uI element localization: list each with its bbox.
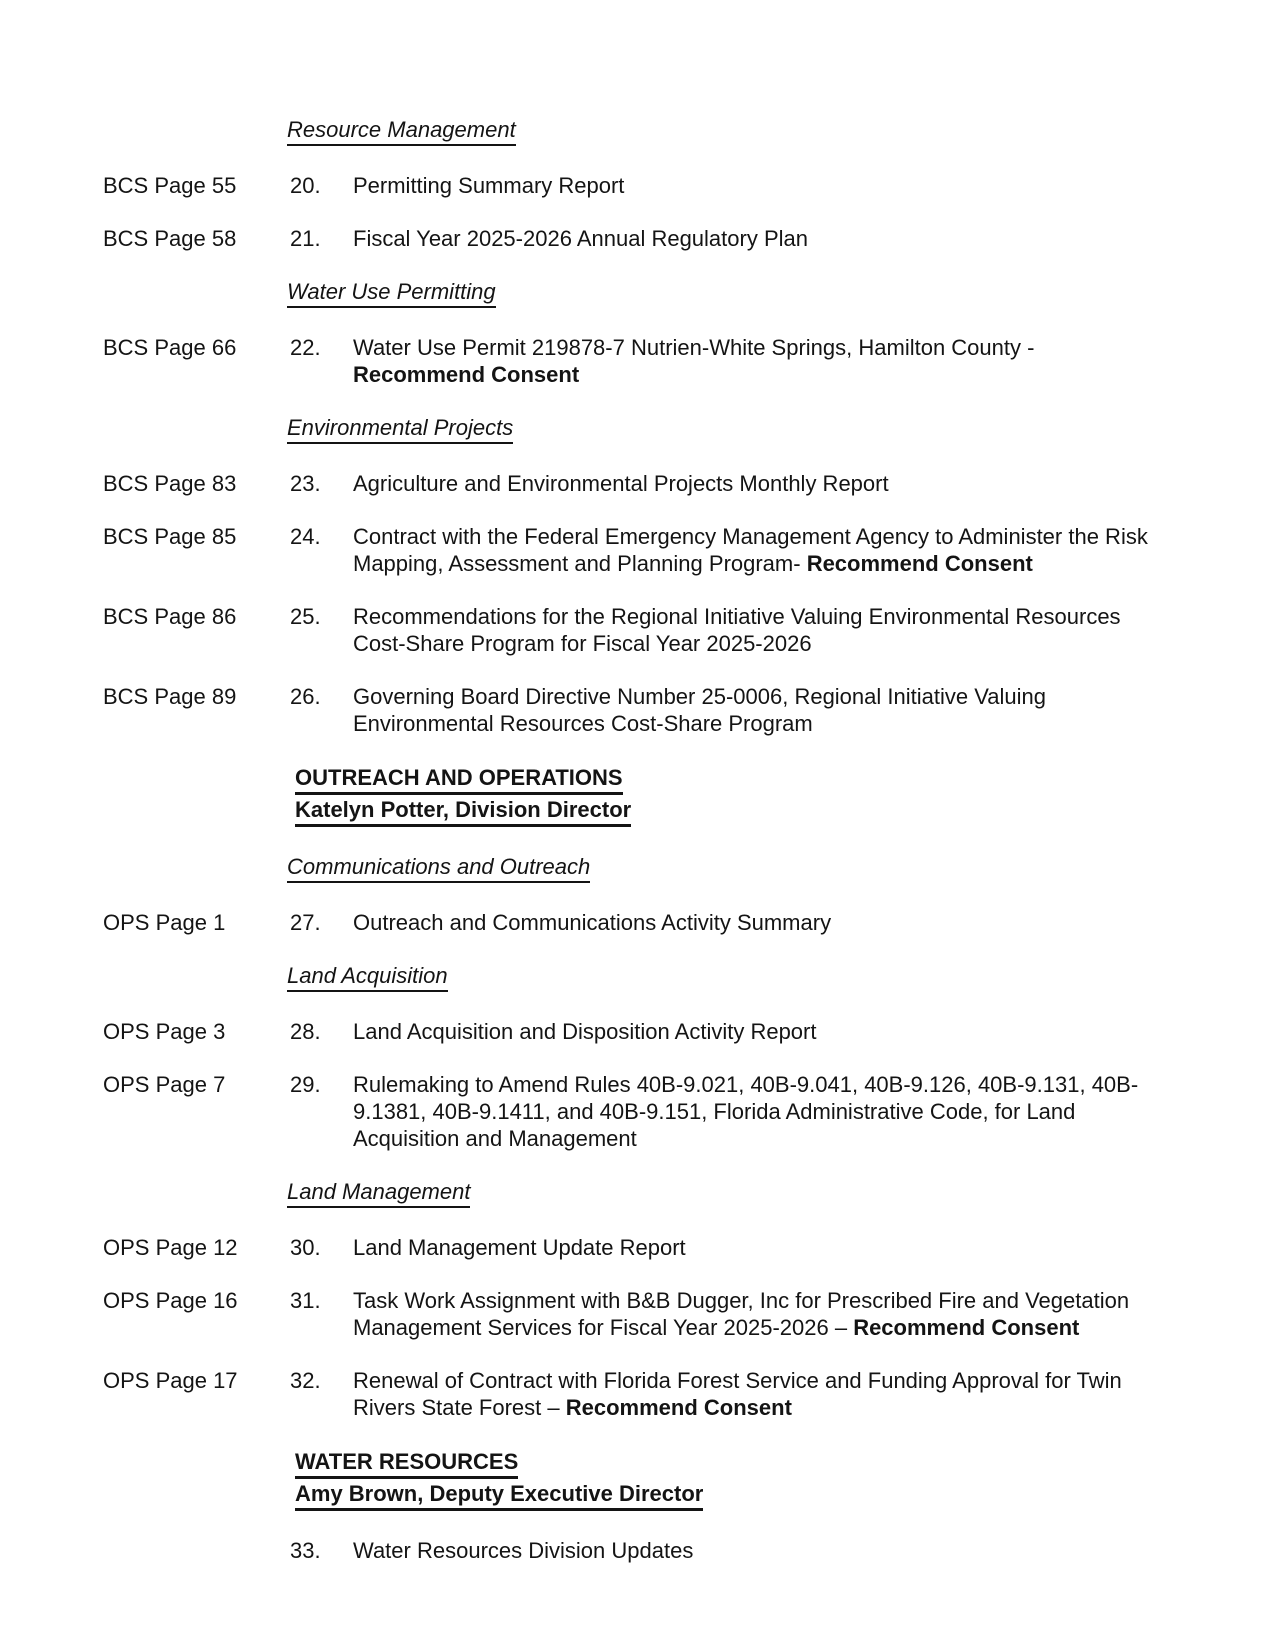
item-text-segment: Recommendations for the Regional Initiative Valuing Environmental Resources <box>353 604 1121 629</box>
section-subheading-text: Communications and Outreach <box>287 853 590 883</box>
item-text-line <box>353 1367 1175 1394</box>
item-text-segment: Recommend Consent <box>853 1315 1080 1340</box>
item-number: 30. <box>290 1235 321 1260</box>
agenda-item <box>103 470 1175 497</box>
agenda-item <box>103 603 1175 657</box>
page-ref <box>103 1537 290 1564</box>
item-text-line <box>353 683 1175 710</box>
item-text-segment: Permitting Summary Report <box>353 173 625 198</box>
item-text-line <box>353 1314 1175 1341</box>
item-number: 33. <box>290 1538 321 1563</box>
item-number: 22. <box>290 335 321 360</box>
item-text-line <box>353 361 1175 388</box>
item-number: 26. <box>290 684 321 709</box>
item-text <box>353 225 1175 252</box>
page-ref: BCS Page 83 <box>103 471 237 496</box>
division-header-text: Amy Brown, Deputy Executive Director <box>295 1479 703 1511</box>
agenda-item <box>103 225 1175 252</box>
page-ref: OPS Page 3 <box>103 1019 226 1044</box>
item-text-segment: Fiscal Year 2025-2026 Annual Regulatory Plan <box>353 226 808 251</box>
item-text-segment: Land Management Update Report <box>353 1235 686 1260</box>
item-text <box>353 603 1175 657</box>
item-text-line <box>353 1394 1175 1421</box>
page-ref: OPS Page 16 <box>103 1288 238 1313</box>
page-ref: BCS Page 66 <box>103 335 237 360</box>
section-subheading <box>287 853 1175 883</box>
agenda-item <box>103 1234 1175 1261</box>
item-text-segment: Outreach and Communications Activity Summary <box>353 910 832 935</box>
page-ref: BCS Page 86 <box>103 604 237 629</box>
item-text <box>353 1287 1175 1341</box>
section-subheading-text: Resource Management <box>287 116 516 146</box>
agenda-item <box>103 1071 1175 1152</box>
item-text <box>353 172 1175 199</box>
section-subheading <box>287 414 1175 444</box>
item-text <box>353 1537 1175 1564</box>
item-text-segment: Cost-Share Program for Fiscal Year 2025-2026 <box>353 631 812 656</box>
agenda-item <box>103 1367 1175 1421</box>
item-text-segment: Rulemaking to Amend Rules 40B-9.021, 40B-9.041, 40B-9.126, 40B-9.131, 40B- <box>353 1072 1139 1097</box>
item-text-segment: Renewal of Contract with Florida Forest Service and Funding Approval for Twin <box>353 1368 1122 1393</box>
item-text <box>353 523 1175 577</box>
item-text-line <box>353 1537 1175 1564</box>
item-text <box>353 909 1175 936</box>
item-text-line <box>353 1287 1175 1314</box>
item-text <box>353 1018 1175 1045</box>
item-text-line <box>353 225 1175 252</box>
item-text-segment: Water Use Permit 219878-7 Nutrien-White Springs, Hamilton County - <box>353 335 1035 360</box>
division-header-text: WATER RESOURCES <box>295 1447 518 1479</box>
division-header-line <box>295 1447 1175 1479</box>
item-text-line <box>353 1234 1175 1261</box>
item-number: 27. <box>290 910 321 935</box>
page-ref: BCS Page 89 <box>103 684 237 709</box>
item-text-segment: Management Services for Fiscal Year 2025-2026 – <box>353 1315 854 1340</box>
item-text-line <box>353 172 1175 199</box>
item-text-segment: Task Work Assignment with B&B Dugger, Inc for Prescribed Fire and Vegetation <box>353 1288 1130 1313</box>
item-number: 32. <box>290 1368 321 1393</box>
item-text-segment: Recommend Consent <box>806 551 1033 576</box>
agenda-item <box>103 172 1175 199</box>
division-header-text: OUTREACH AND OPERATIONS <box>295 763 623 795</box>
agenda-item <box>103 523 1175 577</box>
item-text-line <box>353 334 1175 361</box>
item-text-line <box>353 1125 1175 1152</box>
item-text-line <box>353 550 1175 577</box>
item-number: 31. <box>290 1288 321 1313</box>
agenda-item <box>103 1537 1175 1564</box>
section-subheading <box>287 116 1175 146</box>
item-text-segment: Contract with the Federal Emergency Management Agency to Administer the Risk <box>353 524 1148 549</box>
division-header-line <box>295 763 1175 795</box>
division-header-line <box>295 1479 1175 1511</box>
section-subheading-text: Land Management <box>287 1178 470 1208</box>
section-subheading-text: Environmental Projects <box>287 414 513 444</box>
item-text <box>353 1071 1175 1152</box>
item-text-segment: Agriculture and Environmental Projects Monthly Report <box>353 471 889 496</box>
item-text-segment: Environmental Resources Cost-Share Program <box>353 711 813 736</box>
agenda-item <box>103 909 1175 936</box>
item-text-segment: Mapping, Assessment and Planning Program- <box>353 551 807 576</box>
item-text <box>353 334 1175 388</box>
item-number: 29. <box>290 1072 321 1097</box>
page-ref: BCS Page 85 <box>103 524 237 549</box>
item-text-segment: Land Acquisition and Disposition Activity Report <box>353 1019 817 1044</box>
section-subheading-text: Water Use Permitting <box>287 278 496 308</box>
item-number: 25. <box>290 604 321 629</box>
agenda-item <box>103 334 1175 388</box>
item-text-segment: Rivers State Forest – <box>353 1395 566 1420</box>
item-text <box>353 1234 1175 1261</box>
item-text-line <box>353 1018 1175 1045</box>
item-text-line <box>353 470 1175 497</box>
page-ref: OPS Page 1 <box>103 910 226 935</box>
item-text-segment: 9.1381, 40B-9.1411, and 40B-9.151, Florida Administrative Code, for Land <box>353 1099 1076 1124</box>
item-text-line <box>353 1098 1175 1125</box>
item-text-segment: Water Resources Division Updates <box>353 1538 694 1563</box>
item-number: 20. <box>290 173 321 198</box>
item-text-line <box>353 523 1175 550</box>
section-subheading <box>287 962 1175 992</box>
item-text-segment: Governing Board Directive Number 25-0006, Regional Initiative Valuing <box>353 684 1046 709</box>
item-number: 21. <box>290 226 321 251</box>
division-header <box>295 763 1175 827</box>
item-number: 28. <box>290 1019 321 1044</box>
item-number: 24. <box>290 524 321 549</box>
page-ref: BCS Page 58 <box>103 226 237 251</box>
item-text-line <box>353 1071 1175 1098</box>
item-number: 23. <box>290 471 321 496</box>
item-text-line <box>353 909 1175 936</box>
item-text-line <box>353 710 1175 737</box>
division-header-line <box>295 795 1175 827</box>
division-header-text: Katelyn Potter, Division Director <box>295 795 631 827</box>
item-text-line <box>353 603 1175 630</box>
item-text-segment: Acquisition and Management <box>353 1126 637 1151</box>
page-ref: OPS Page 17 <box>103 1368 238 1393</box>
division-header <box>295 1447 1175 1511</box>
page-ref: OPS Page 7 <box>103 1072 226 1097</box>
agenda-item <box>103 1018 1175 1045</box>
item-text-segment: Recommend Consent <box>565 1395 792 1420</box>
item-text <box>353 470 1175 497</box>
agenda-item <box>103 1287 1175 1341</box>
section-subheading <box>287 1178 1175 1208</box>
item-text-line <box>353 630 1175 657</box>
section-subheading-text: Land Acquisition <box>287 962 448 992</box>
agenda-item <box>103 683 1175 737</box>
page-ref: BCS Page 55 <box>103 173 237 198</box>
page-ref: OPS Page 12 <box>103 1235 238 1260</box>
item-text <box>353 1367 1175 1421</box>
section-subheading <box>287 278 1175 308</box>
item-text-segment: Recommend Consent <box>353 362 580 387</box>
item-text <box>353 683 1175 737</box>
